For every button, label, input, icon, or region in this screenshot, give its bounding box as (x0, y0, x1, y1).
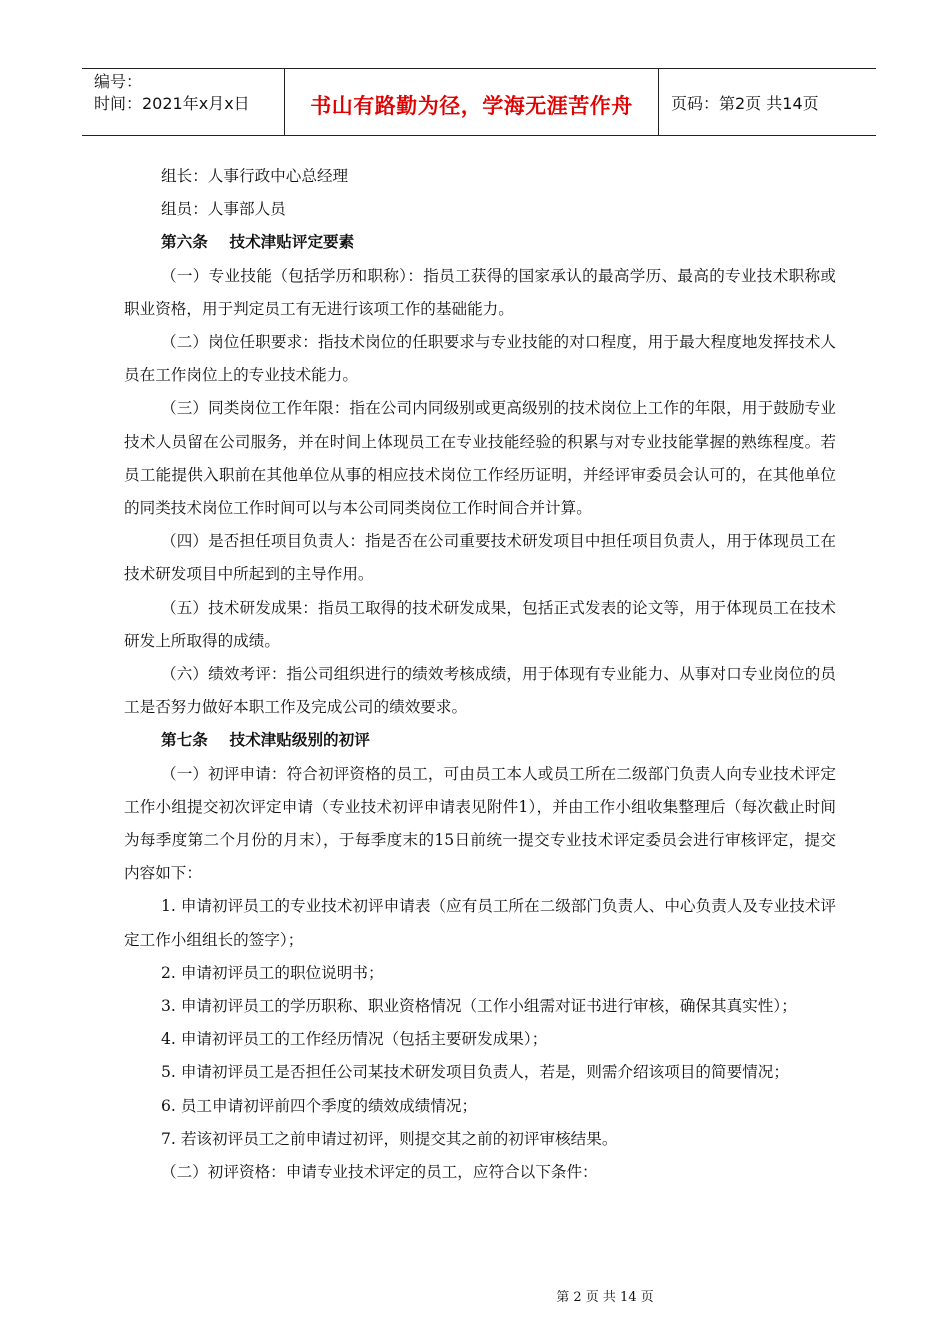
paragraph: 组长：人事行政中心总经理 (161, 167, 349, 185)
list-item: 1. 申请初评员工的专业技术初评申请表（应有员工所在二级部门负责人、中心负责人及专业技术评定工作小组组长的签字）； (124, 897, 836, 949)
paragraph: （一）初评申请：符合初评资格的员工，可由员工本人或员工所在二级部门负责人向专业技术评定工作小组提交初次评定申请（专业技术初评申请表见附件1），并由工作小组收集整理后（每次截止时间为每季度第二个月份的月末），于每季度末的15日前统一提交专业技术评定委员会进行审核评定，提交内容如下： (124, 764, 836, 883)
paragraph: （二）岗位任职要求：指技术岗位的任职要求与专业技能的对口程度，用于最大程度地发挥技术人员在工作岗位上的专业技术能力。 (124, 333, 836, 385)
paragraph: （二）初评资格：申请专业技术评定的员工，应符合以下条件： (161, 1163, 598, 1182)
section-heading: 第七条 技术津贴级别的初评 (161, 731, 370, 750)
list-item: 4. 申请初评员工的工作经历情况（包括主要研发成果）； (161, 1030, 548, 1049)
header-page-info: 页码：第2页 共14页 (671, 93, 819, 113)
footer-page-number: 第 2 页 共 14 页 (556, 1290, 654, 1305)
header-page-cell (659, 69, 876, 135)
document-body (124, 160, 836, 1189)
header-motto-cell (285, 69, 659, 135)
paragraph: （五）技术研发成果：指员工取得的技术研发成果，包括正式发表的论文等，用于体现员工在技术研发上所取得的成绩。 (124, 598, 836, 650)
list-item: 3. 申请初评员工的学历职称、职业资格情况（工作小组需对证书进行审核，确保其真实性）； (161, 997, 797, 1016)
section-heading: 第六条 技术津贴评定要素 (161, 233, 355, 252)
document-header (82, 68, 876, 136)
list-item: 5. 申请初评员工是否担任公司某技术研发项目负责人，若是，则需介绍该项目的简要情况； (161, 1063, 789, 1082)
list-item: 2. 申请初评员工的职位说明书； (161, 963, 384, 982)
document-number-label: 编号： (94, 72, 143, 91)
document-date: 时间：2021年x月x日 (94, 94, 250, 113)
paragraph: （三）同类岗位工作年限：指在公司内同级别或更高级别的技术岗位上工作的年限，用于鼓励专业技术人员留在公司服务，并在时间上体现员工在专业技能经验的积累与对专业技能掌握的熟练程度。若员工能提供入职前在其他单位从事的相应技术岗位工作经历证明，并经评审委员会认可的，在其他单位的同类技术岗位工作时间可以与本公司同类岗位工作时间合并计算。 (124, 399, 836, 518)
list-item: 7. 若该初评员工之前申请过初评，则提交其之前的初评审核结果。 (161, 1129, 618, 1148)
paragraph: （四）是否担任项目负责人：指是否在公司重要技术研发项目中担任项目负责人，用于体现员工在技术研发项目中所起到的主导作用。 (124, 532, 836, 584)
list-item: 6. 员工申请初评前四个季度的绩效成绩情况； (161, 1096, 478, 1115)
paragraph: （一）专业技能（包括学历和职称）：指员工获得的国家承认的最高学历、最高的专业技术职称或职业资格，用于判定员工有无进行该项工作的基础能力。 (124, 266, 836, 318)
page-footer (0, 1286, 950, 1305)
header-meta-cell (82, 69, 285, 135)
paragraph: 组员：人事部人员 (161, 200, 286, 219)
paragraph: （六）绩效考评：指公司组织进行的绩效考核成绩，用于体现有专业能力、从事对口专业岗位的员工是否努力做好本职工作及完成公司的绩效要求。 (124, 665, 836, 717)
motto-text: 书山有路勤为径，学海无涯苦作舟 (310, 94, 633, 118)
